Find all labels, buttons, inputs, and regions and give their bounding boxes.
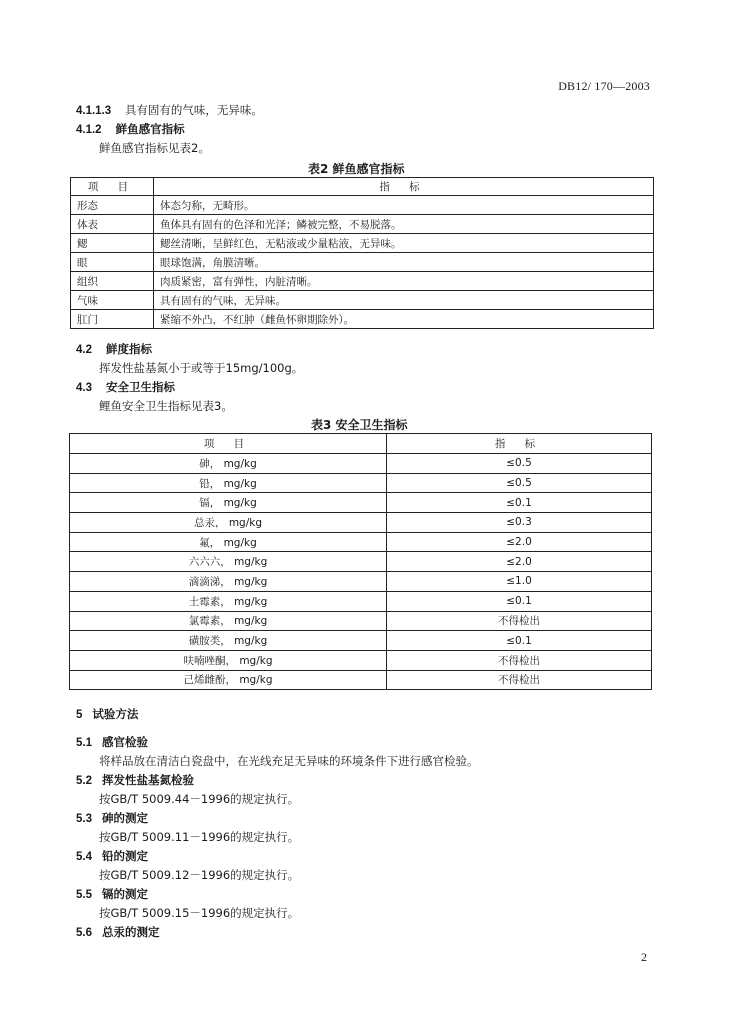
document-code: DB12/ 170—2003 [558, 79, 650, 93]
cell-item: 铅， mg/kg [70, 473, 387, 493]
column-header-indicator: 指 标 [154, 178, 654, 196]
clause-number: 5.3 [76, 813, 92, 825]
cell-item: 镉， mg/kg [70, 493, 387, 513]
clause-title: 试验方法 [92, 707, 139, 721]
clause-number: 5.6 [76, 927, 92, 939]
clause-text: 按GB/T 5009.44－1996的规定执行。 [99, 792, 300, 806]
table3-safety-indicators [69, 433, 652, 690]
cell-indicator: 肉质紧密，富有弹性，内脏清晰。 [154, 272, 654, 291]
cell-item: 六六六， mg/kg [70, 552, 387, 572]
cell-indicator: 鱼体具有固有的色泽和光泽；鳞被完整，不易脱落。 [154, 215, 654, 234]
clause-number: 4.1.1.3 [76, 105, 112, 117]
table-header-row [71, 178, 654, 196]
clause-heading [76, 887, 148, 902]
table-row [70, 532, 652, 552]
cell-indicator: ≤0.1 [387, 631, 652, 651]
cell-item: 组织 [71, 272, 154, 291]
table-row [70, 552, 652, 572]
clause-4-1-2-heading [76, 122, 185, 137]
clause-title: 挥发性盐基氮检验 [102, 773, 194, 787]
cell-indicator: 鳃丝清晰，呈鲜红色，无粘液或少量粘液，无异味。 [154, 234, 654, 253]
cell-indicator: 体态匀称，无畸形。 [154, 196, 654, 215]
clause-text-freshness: 挥发性盐基氮小于或等于15mg/100g。 [99, 361, 304, 375]
table-row [70, 631, 652, 651]
table-row [71, 234, 654, 253]
cell-indicator: 不得检出 [387, 650, 652, 670]
clause-text-table2-ref: 鲜鱼感官指标见表2。 [99, 141, 210, 155]
clause-number: 5 [76, 709, 83, 721]
clause-title: 鲜度指标 [106, 342, 153, 356]
clause-4-1-1-3 [76, 103, 263, 118]
clause-4-3-heading [76, 380, 175, 395]
table-row [70, 493, 652, 513]
table2-sensory-indicators [70, 177, 654, 329]
cell-item: 气味 [71, 291, 154, 310]
cell-item: 己烯雌酚， mg/kg [70, 670, 387, 690]
cell-indicator: 不得检出 [387, 611, 652, 631]
column-header-item: 项 目 [71, 178, 154, 196]
cell-indicator: ≤2.0 [387, 532, 652, 552]
cell-indicator: ≤0.1 [387, 591, 652, 611]
cell-item: 砷， mg/kg [70, 454, 387, 474]
cell-indicator: ≤0.5 [387, 473, 652, 493]
clause-number: 4.2 [76, 344, 92, 356]
table-row [70, 670, 652, 690]
clause-number: 5.1 [76, 737, 92, 749]
clause-title: 鲜鱼感官指标 [115, 122, 185, 136]
table-row [71, 215, 654, 234]
table-row [71, 272, 654, 291]
cell-indicator: ≤2.0 [387, 552, 652, 572]
clause-number: 4.3 [76, 382, 92, 394]
clause-number: 4.1.2 [76, 124, 102, 136]
table-header-row [70, 434, 652, 454]
table-row [70, 454, 652, 474]
clause-4-2-heading [76, 342, 152, 357]
cell-item: 土霉素， mg/kg [70, 591, 387, 611]
cell-indicator: ≤0.1 [387, 493, 652, 513]
page-number: 2 [641, 950, 647, 964]
clause-text: 按GB/T 5009.15－1996的规定执行。 [99, 906, 300, 920]
column-header-indicator: 指 标 [387, 434, 652, 454]
cell-item: 鳃 [71, 234, 154, 253]
table-row [70, 572, 652, 592]
cell-item: 总汞， mg/kg [70, 513, 387, 533]
table-row [71, 253, 654, 272]
clause-heading [76, 735, 148, 750]
column-header-item: 项 目 [70, 434, 387, 454]
clause-title: 总汞的测定 [102, 925, 160, 939]
clause-number: 5.4 [76, 851, 92, 863]
clause-text: 将样品放在清洁白瓷盘中，在光线充足无异味的环境条件下进行感官检验。 [99, 754, 479, 768]
clause-text: 按GB/T 5009.12－1996的规定执行。 [99, 868, 300, 882]
clause-number: 5.2 [76, 775, 92, 787]
cell-item: 形态 [71, 196, 154, 215]
cell-item: 眼 [71, 253, 154, 272]
clause-heading [76, 773, 194, 788]
cell-item: 氟， mg/kg [70, 532, 387, 552]
table2-caption: 表2 鲜鱼感官指标 [308, 162, 405, 176]
cell-item: 滴滴涕， mg/kg [70, 572, 387, 592]
cell-indicator: ≤1.0 [387, 572, 652, 592]
cell-item: 体表 [71, 215, 154, 234]
cell-indicator: 具有固有的气味，无异味。 [154, 291, 654, 310]
clause-title: 安全卫生指标 [106, 380, 176, 394]
table-row [70, 611, 652, 631]
clause-title: 感官检验 [102, 735, 148, 749]
clause-number: 5.5 [76, 889, 92, 901]
clause-text: 具有固有的气味，无异味。 [124, 103, 263, 117]
clause-heading [76, 811, 148, 826]
clause-heading [76, 925, 160, 940]
cell-indicator: 紧缩不外凸，不红肿（雌鱼怀卵期除外）。 [154, 310, 654, 329]
clause-heading [76, 849, 148, 864]
cell-indicator: ≤0.5 [387, 454, 652, 474]
table-row [70, 650, 652, 670]
table-row [70, 513, 652, 533]
cell-indicator: 眼球饱满，角膜清晰。 [154, 253, 654, 272]
table-row [70, 473, 652, 493]
clause-title: 镉的测定 [102, 887, 148, 901]
cell-indicator: 不得检出 [387, 670, 652, 690]
clause-title: 铅的测定 [102, 849, 148, 863]
table-row [71, 310, 654, 329]
clause-text: 按GB/T 5009.11－1996的规定执行。 [99, 830, 300, 844]
table3-caption: 表3 安全卫生指标 [311, 418, 408, 432]
cell-item: 氯霉素， mg/kg [70, 611, 387, 631]
cell-indicator: ≤0.3 [387, 513, 652, 533]
cell-item: 磺胺类， mg/kg [70, 631, 387, 651]
cell-item: 肛门 [71, 310, 154, 329]
clause-heading [76, 707, 138, 722]
table-row [71, 196, 654, 215]
cell-item: 呋喃唑酮， mg/kg [70, 650, 387, 670]
table-row [70, 591, 652, 611]
clause-title: 砷的测定 [102, 811, 148, 825]
clause-text-table3-ref: 鲤鱼安全卫生指标见表3。 [99, 399, 233, 413]
table-row [71, 291, 654, 310]
